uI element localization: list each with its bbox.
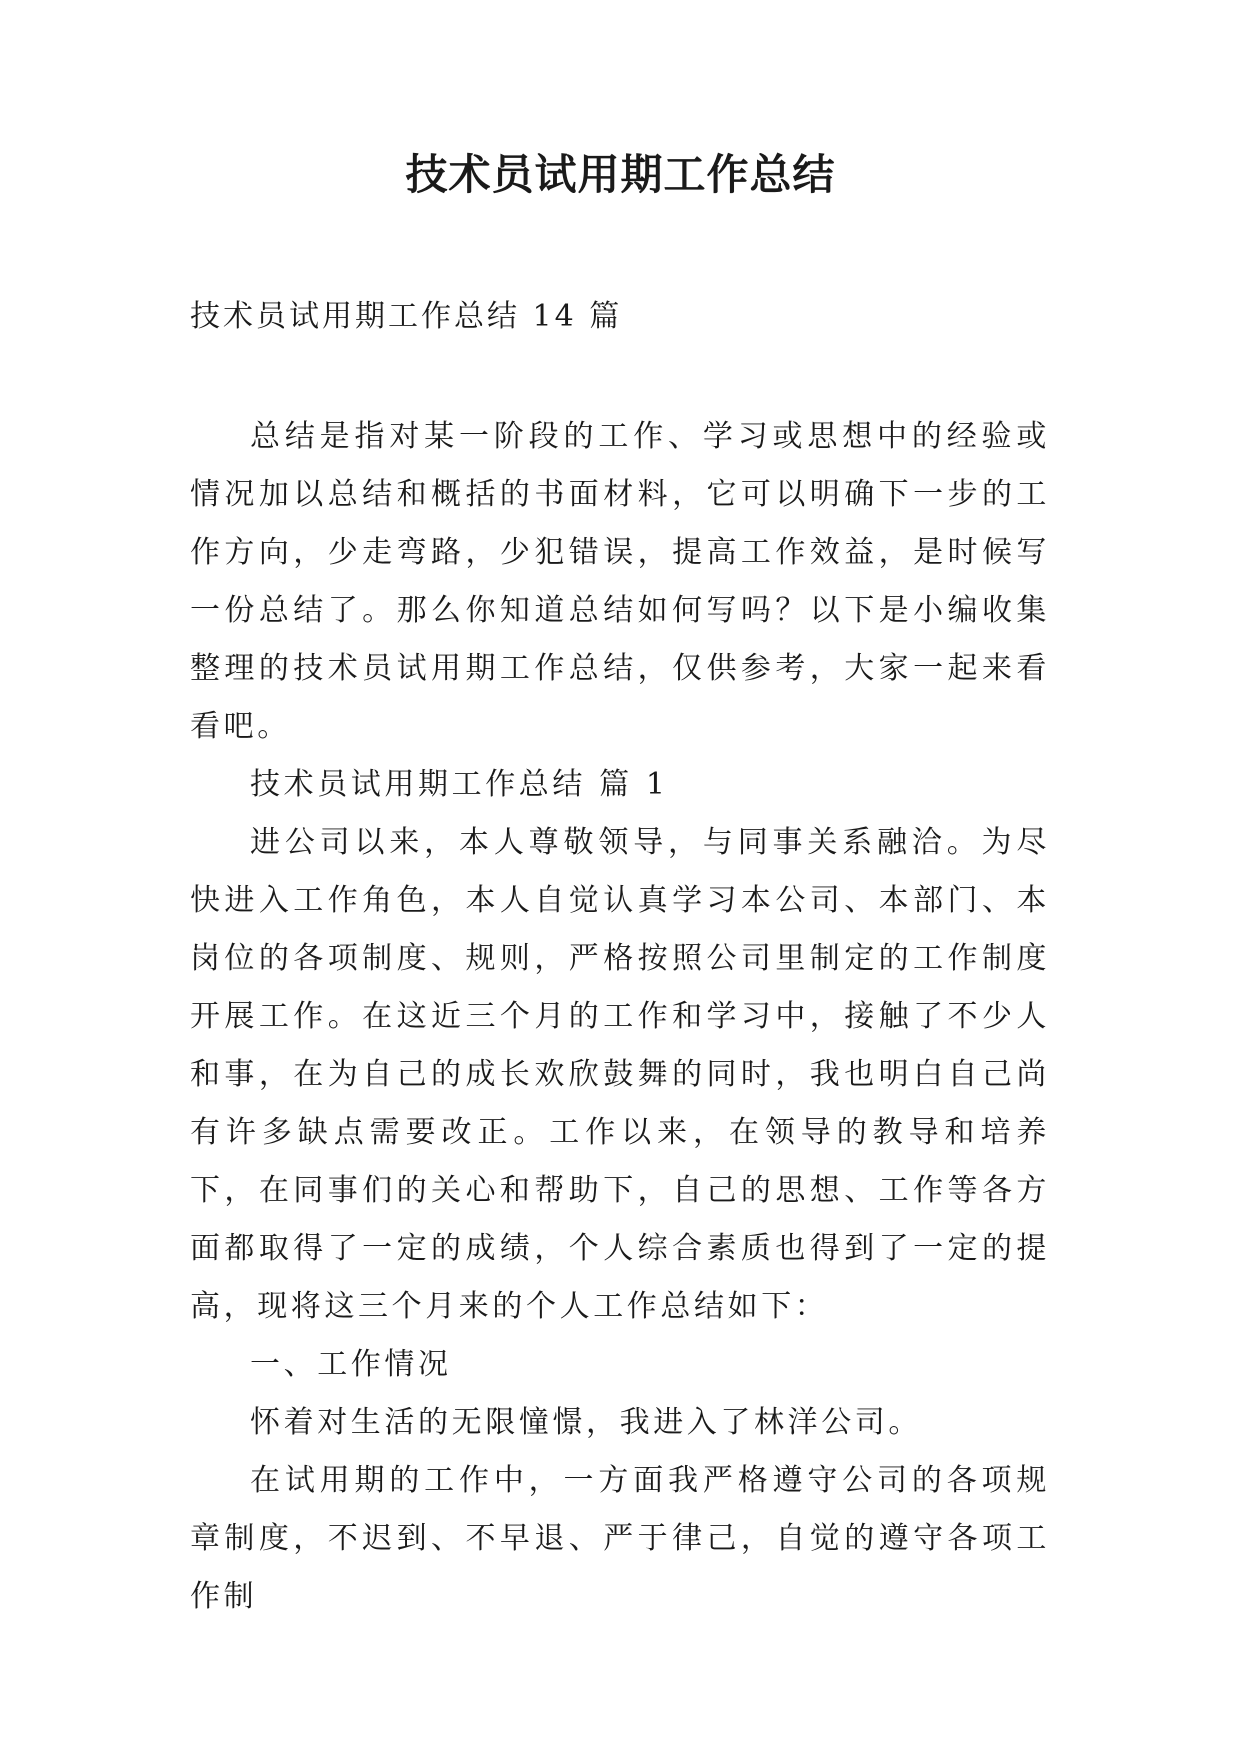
section-paragraph: 一、工作情况 (250, 1347, 452, 1382)
section-paragraph: 在试用期的工作中，一方面我严格遵守公司的各项规章制度，不迟到、不早退、严于律己，自觉的遵守各项工作制 (190, 1463, 1050, 1614)
section-paragraph: 进公司以来，本人尊敬领导，与同事关系融洽。为尽快进入工作角色，本人自觉认真学习本公司、本部门、本岗位的各项制度、规则，严格按照公司里制定的工作制度开展工作。在这近三个月的工作和学习中，接触了不少人和事，在为自己的成长欢欣鼓舞的同时，我也明白自己尚有许多缺点需要改正。工作以来，在领导的教导和培养下，在同事们的关心和帮助下，自己的思想、工作等各方面都取得了一定的成绩，个人综合素质也得到了一定的提高，现将这三个月来的个人工作总结如下： (190, 825, 1050, 1324)
document-title: 技术员试用期工作总结 (405, 150, 836, 199)
intro-block (190, 408, 1050, 756)
document-subtitle: 技术员试用期工作总结 14 篇 (190, 299, 623, 334)
section-paragraph: 怀着对生活的无限憧憬，我进入了林洋公司。 (250, 1405, 922, 1440)
section-1 (190, 756, 1050, 1626)
intro-paragraph: 总结是指对某一阶段的工作、学习或思想中的经验或情况加以总结和概括的书面材料，它可以明确下一步的工作方向，少走弯路，少犯错误，提高工作效益，是时候写一份总结了。那么你知道总结如何写吗？以下是小编收集整理的技术员试用期工作总结，仅供参考，大家一起来看看吧。 (190, 419, 1050, 744)
section-heading: 技术员试用期工作总结 篇 1 (250, 767, 669, 802)
